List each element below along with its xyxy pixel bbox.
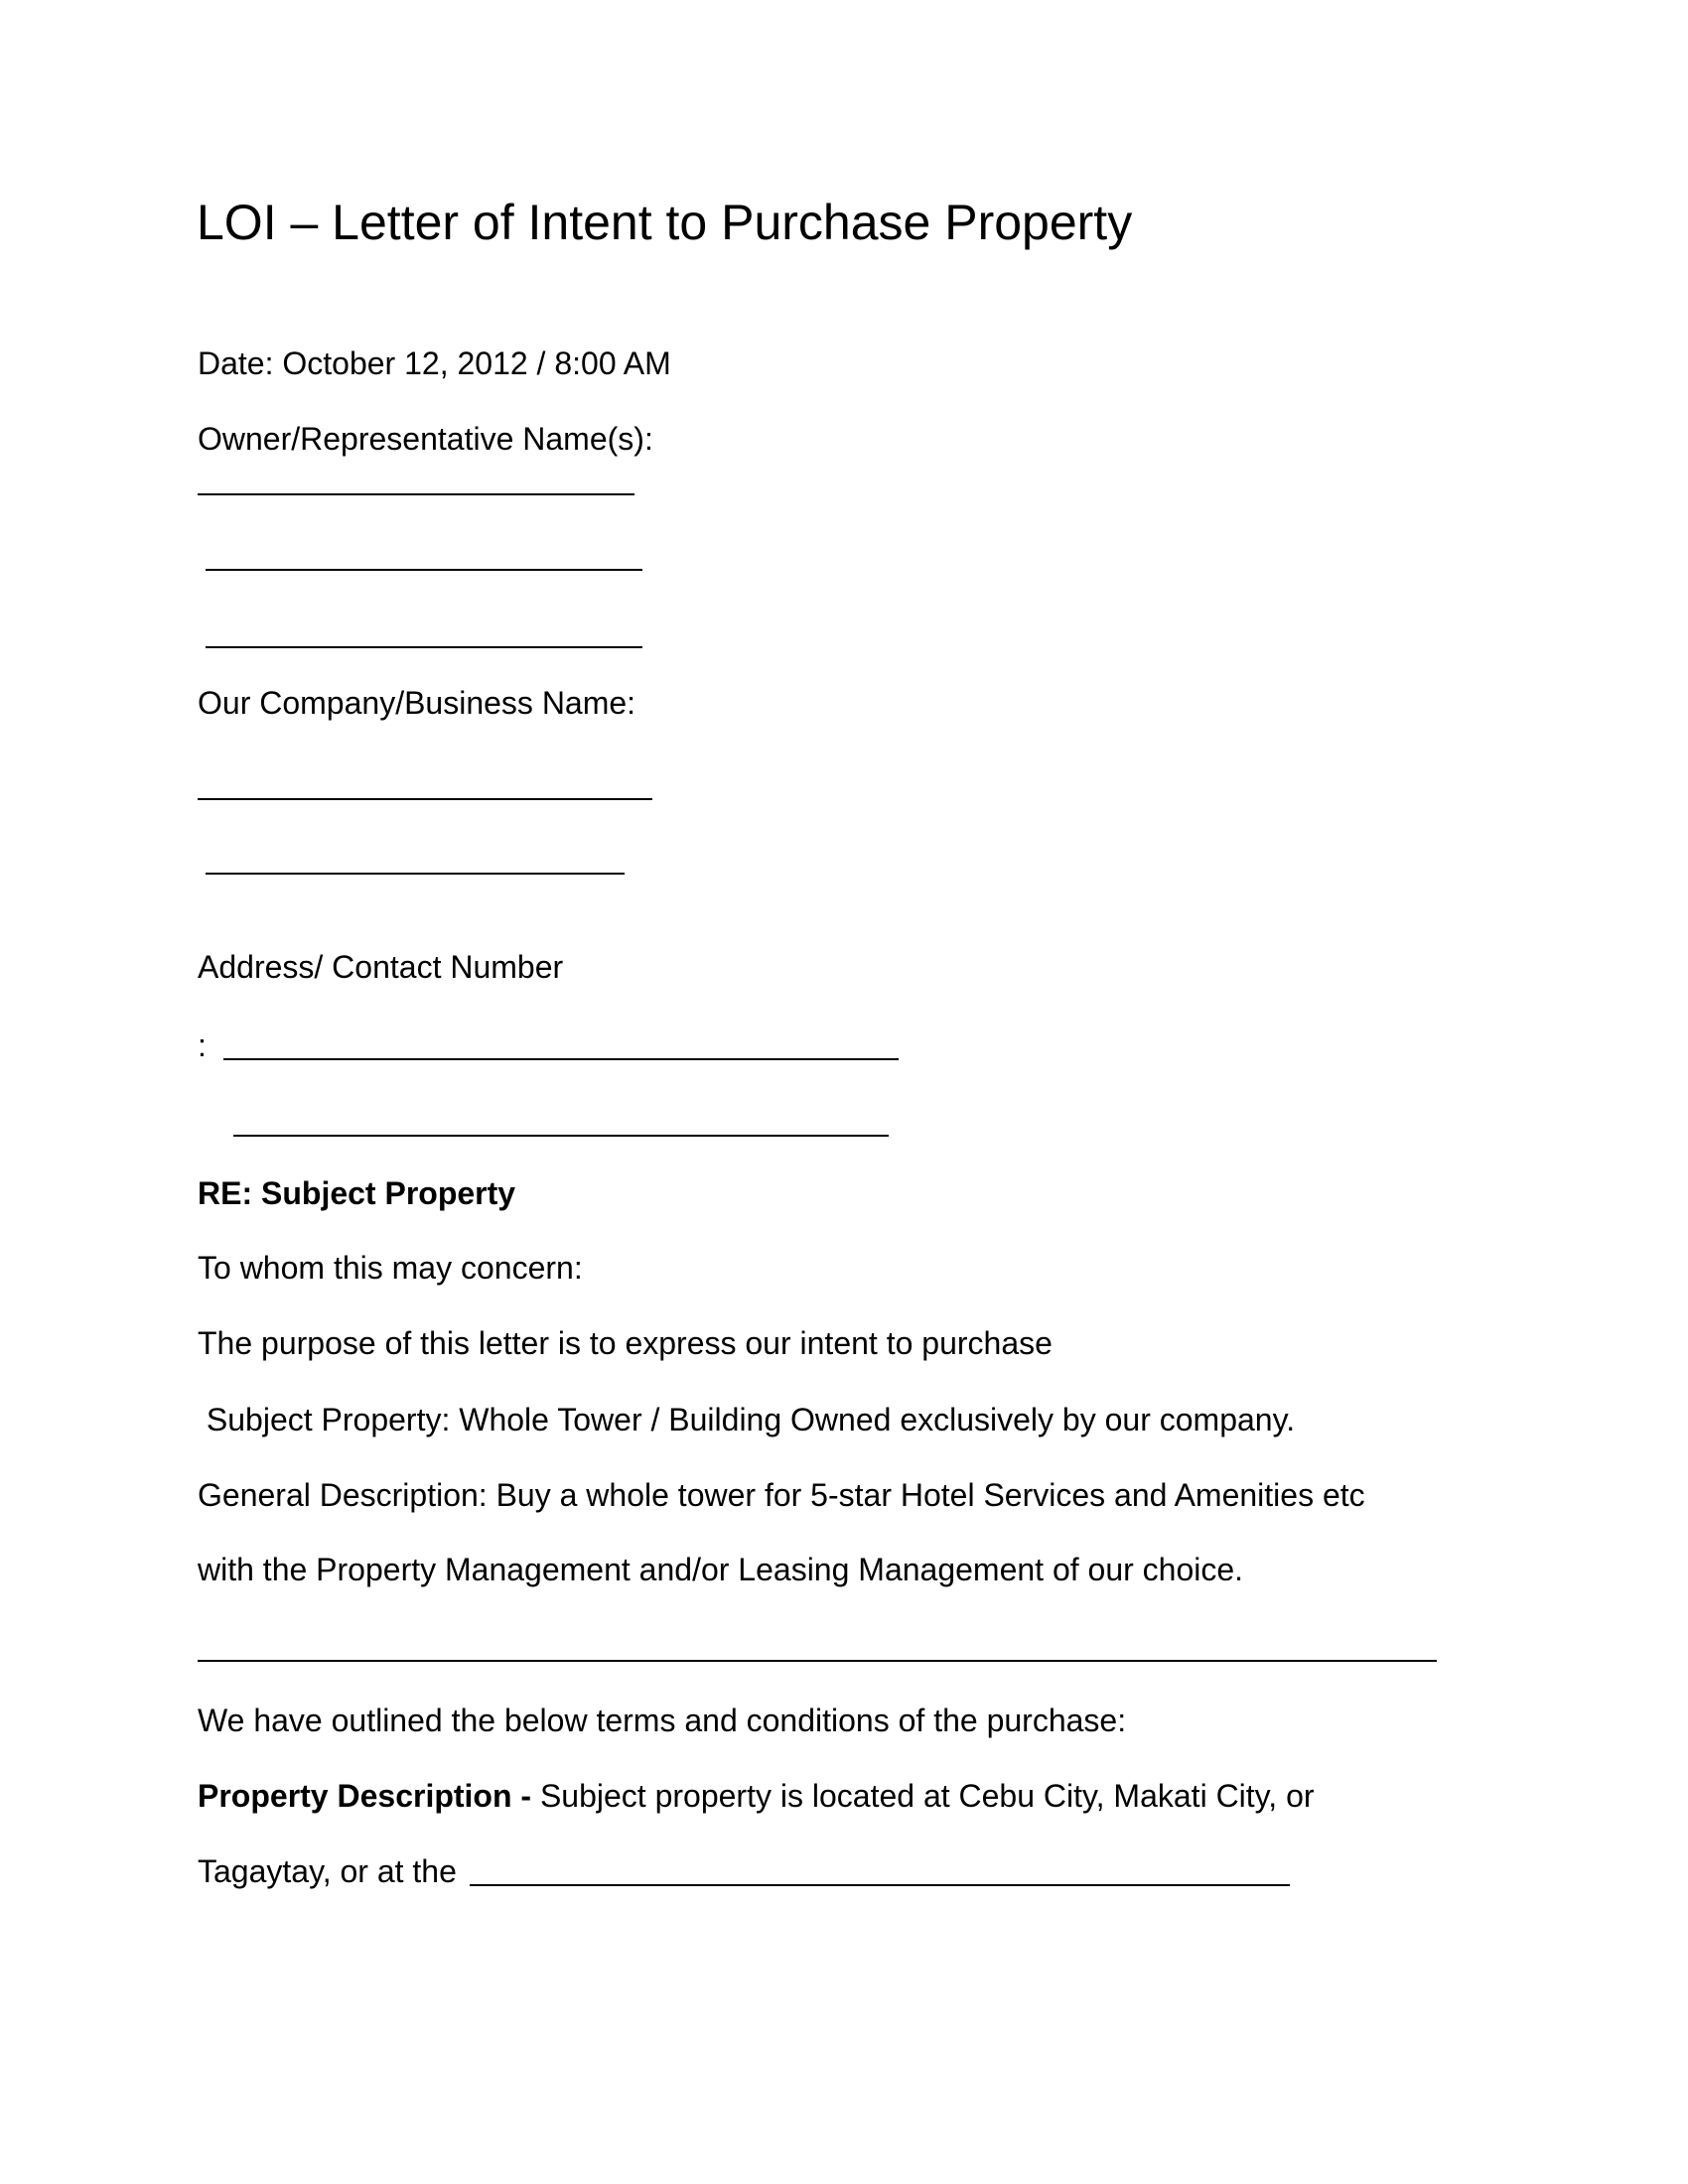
company-name-blank-2[interactable]	[206, 873, 625, 875]
full-width-blank[interactable]	[198, 1660, 1437, 1662]
property-description-text: Subject property is located at Cebu City, Makati City, or	[531, 1778, 1315, 1814]
date-line: Date: October 12, 2012 / 8:00 AM	[198, 345, 671, 381]
address-label: Address/ Contact Number	[198, 949, 564, 985]
salutation: To whom this may concern:	[198, 1250, 583, 1286]
subject-property-line: Subject Property: Whole Tower / Building Owned exclusively by our company.	[198, 1402, 1296, 1437]
owner-name-blank-1[interactable]	[198, 493, 634, 495]
location-blank[interactable]	[470, 1884, 1290, 1886]
purpose-line: The purpose of this letter is to express our intent to purchase	[198, 1325, 1053, 1361]
owner-label: Owner/Representative Name(s):	[198, 421, 653, 457]
company-label: Our Company/Business Name:	[198, 685, 636, 721]
terms-intro: We have outlined the below terms and conditions of the purchase:	[198, 1703, 1127, 1738]
owner-name-blank-2[interactable]	[206, 569, 642, 571]
general-description-line-2: with the Property Management and/or Leasing Management of our choice.	[198, 1552, 1244, 1587]
address-blank-2[interactable]	[233, 1135, 889, 1137]
property-description-line	[198, 1780, 1315, 1812]
re-heading: RE: Subject Property	[198, 1175, 516, 1211]
general-description-line-1: General Description: Buy a whole tower for 5-star Hotel Services and Amenities etc	[198, 1477, 1365, 1513]
property-description-cont: Tagaytay, or at the	[198, 1853, 466, 1889]
address-blank-1[interactable]	[223, 1058, 899, 1060]
address-colon: :	[198, 1027, 207, 1063]
document-title: LOI – Letter of Intent to Purchase Property	[197, 195, 1133, 250]
company-name-blank-1[interactable]	[198, 798, 652, 800]
property-description-label: Property Description -	[198, 1778, 532, 1814]
owner-name-blank-3[interactable]	[206, 646, 642, 648]
